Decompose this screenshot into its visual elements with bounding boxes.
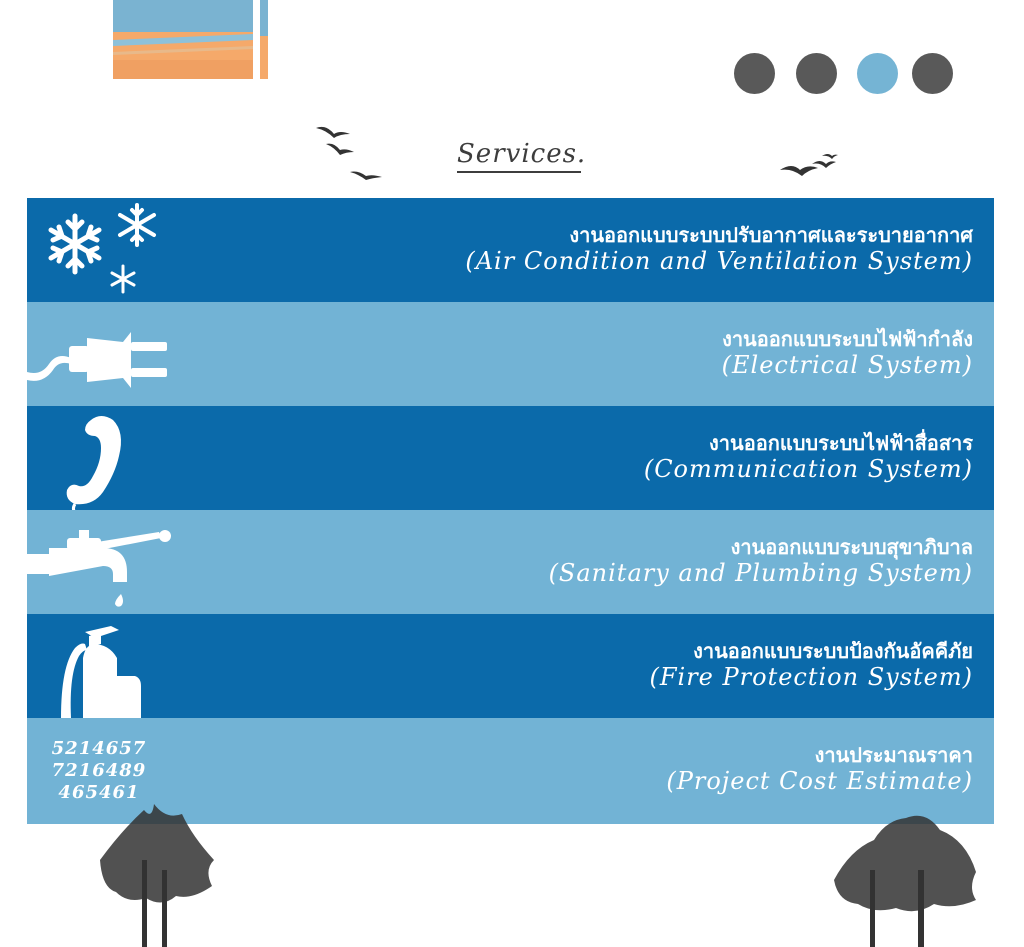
logo-image[interactable] [113, 0, 269, 79]
numbers-icon [49, 738, 149, 804]
service-thai-label: งานออกแบบระบบไฟฟ้ากำลัง [722, 327, 973, 351]
fire-extinguisher-icon [27, 614, 177, 718]
plug-icon [27, 302, 177, 406]
phone-handset-icon [27, 406, 167, 510]
water-faucet-icon [27, 510, 177, 614]
service-thai-label: งานออกแบบระบบสุขาภิบาล [730, 535, 973, 559]
birds-right-icon [778, 150, 840, 182]
service-english-label: (Project Cost Estimate) [666, 767, 973, 795]
service-air-condition[interactable] [27, 198, 994, 302]
snowflake-icon [27, 198, 167, 302]
service-electrical[interactable] [27, 302, 994, 406]
service-english-label: (Fire Protection System) [649, 663, 973, 691]
service-thai-label: งานออกแบบระบบปรับอากาศและระบายอากาศ [569, 223, 973, 247]
service-english-label: (Electrical System) [721, 351, 973, 379]
slider-dot-3[interactable] [857, 53, 898, 94]
service-thai-label: งานประมาณราคา [814, 743, 973, 767]
slider-dots [734, 53, 956, 95]
tree-left-icon [92, 800, 220, 947]
estimate-number: 5214657 [51, 738, 147, 759]
slider-dot-4[interactable] [912, 53, 953, 94]
service-english-label: (Communication System) [643, 455, 973, 483]
tree-right-icon [830, 810, 980, 947]
estimate-number: 465461 [58, 782, 140, 803]
slider-dot-1[interactable] [734, 53, 775, 94]
estimate-number: 7216489 [51, 760, 147, 781]
service-english-label: (Sanitary and Plumbing System) [548, 559, 973, 587]
service-sanitary[interactable] [27, 510, 994, 614]
services-list [27, 198, 994, 824]
service-thai-label: งานออกแบบระบบไฟฟ้าสื่อสาร [709, 431, 973, 455]
slider-dot-2[interactable] [796, 53, 837, 94]
service-communication[interactable] [27, 406, 994, 510]
service-fire-protection[interactable] [27, 614, 994, 718]
services-title: Services. [457, 138, 581, 173]
service-thai-label: งานออกแบบระบบป้องกันอัคคีภัย [693, 639, 973, 663]
service-english-label: (Air Condition and Ventilation System) [465, 247, 973, 275]
birds-left-icon [312, 122, 392, 184]
